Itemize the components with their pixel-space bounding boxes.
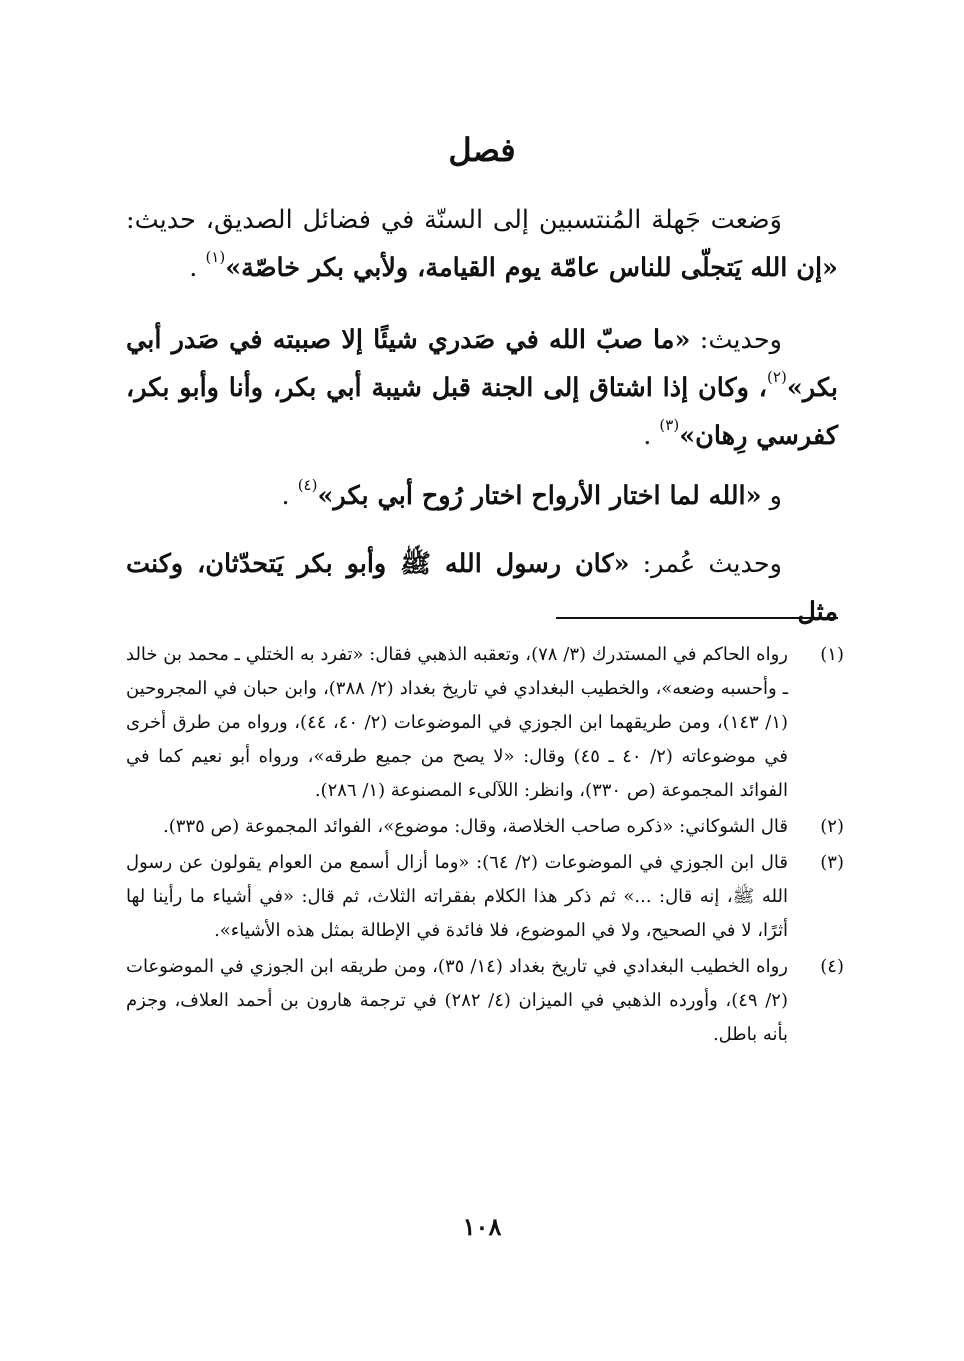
paragraph-tail: .: [643, 421, 660, 451]
hadith-quote: «كان رسول الله ﷺ وأبو بكر يَتحدّثان، وكنت مثل: [126, 549, 838, 627]
footnote-2: [126, 810, 844, 844]
footnote-divider: [556, 617, 838, 619]
footnote-1: [126, 638, 844, 808]
footnote-number: (٢): [820, 816, 844, 837]
footnote-text: قال ابن الجوزي في الموضوعات (٢/ ٦٤): «وما أزال أسمع من العوام يقولون عن رسول الله ﷺ، إنه قال: ...» ثم ذكر هذا الكلام بفقراته الثلاث، ثم قال: «في أشياء ما رأينا لها أثرًا، لا في الصحيح، ولا في الموضوع، فلا فائدة في الإطالة بمثل هذه الأشياء».: [126, 852, 788, 941]
footnote-4: [126, 950, 844, 1052]
footnote-ref[interactable]: (١): [205, 248, 226, 266]
paragraph-4: [126, 540, 838, 636]
paragraph-intro: وحديث:: [690, 325, 782, 355]
paragraph-intro: و: [761, 481, 782, 511]
footnote-number: (٤): [820, 956, 844, 977]
paragraph-separator: ،: [748, 373, 768, 403]
footnote-number: (١): [820, 644, 844, 665]
paragraph-3: [126, 472, 838, 520]
footnote-ref[interactable]: (٢): [767, 368, 787, 386]
footnote-text: رواه الخطيب البغدادي في تاريخ بغداد (١٤/ ٣٥)، ومن طريقه ابن الجوزي في الموضوعات (٢/ ٤٩)، وأورده الذهبي في الميزان (٤/ ٢٨٢) في ترجمة هارون بن أحمد العلاف، وجزم بأنه باطل.: [126, 956, 788, 1045]
footnote-text: رواه الحاكم في المستدرك (٣/ ٧٨)، وتعقبه الذهبي فقال: «تفرد به الختلي ـ محمد بن خالد ـ وأحسبه وضعه»، والخطيب البغدادي في تاريخ بغداد (٢/ ٣٨٨)، وابن حبان في المجروحين (١/ ١٤٣)، ومن طريقهما ابن الجوزي في الموضوعات (٢/ ٤٠، ٤٤)، ورواه من طرق أخرى في موضوعاته (٢/ ٤٠ ـ ٤٥) وقال: «لا يصح من جميع طرقه»، ورواه أبو نعيم كما في الفوائد المجموعة (ص ٣٣٠)، وانظر: اللآلىء المصنوعة (١/ ٢٨٦).: [126, 644, 789, 801]
footnote-text: قال الشوكاني: «ذكره صاحب الخلاصة، وقال: موضوع»، الفوائد المجموعة (ص ٣٣٥).: [163, 816, 788, 837]
paragraph-2: [126, 316, 838, 460]
paragraph-intro: وحديث عُمر:: [629, 549, 782, 579]
footnotes: [126, 638, 844, 1054]
hadith-quote: وكان إذا اشتاق إلى الجنة قبل شيبة أبي بكر، وأنا وأبو بكر، كفرسي رِهان»: [126, 373, 838, 451]
hadith-quote: «ما صبّ الله في صَدري شيئًا إلا صببته في صَدر أبي بكر»: [126, 325, 839, 403]
paragraph-tail: .: [189, 253, 206, 283]
page-number: ١٠٨: [462, 1212, 502, 1241]
chapter-title: فصل: [448, 131, 516, 169]
hadith-quote: «الله لما اختار الأرواح اختار رُوح أبي بكر»: [317, 481, 762, 511]
footnote-ref[interactable]: (٤): [297, 476, 318, 494]
hadith-quote: «إن الله يَتجلّى للناس عامّة يوم القيامة، ولأبي بكر خاصّة»: [225, 253, 838, 283]
footnote-number: (٣): [820, 852, 844, 873]
paragraph-intro: وَضعت جَهلة المُنتسبين إلى السنّة في فضائل الصديق، حديث:: [126, 205, 782, 235]
footnote-3: [126, 846, 844, 948]
paragraph-1: [126, 196, 838, 292]
paragraph-tail: .: [281, 481, 298, 511]
footnote-ref[interactable]: (٣): [659, 416, 680, 434]
